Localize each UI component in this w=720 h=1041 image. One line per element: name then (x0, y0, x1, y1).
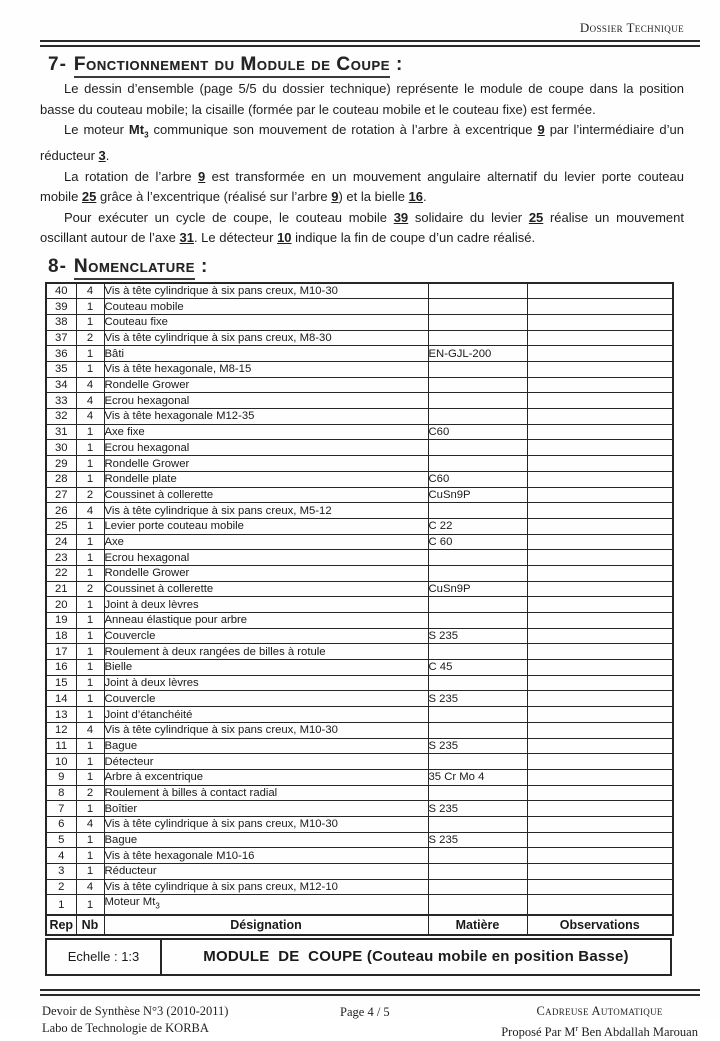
cell-rep: 4 (46, 848, 76, 864)
table-row (46, 707, 673, 723)
cell-nb: 1 (76, 628, 104, 644)
table-row (46, 330, 673, 346)
cell-designation: Réducteur (104, 864, 428, 880)
cell-nb: 1 (76, 424, 104, 440)
cell-designation: Rondelle Grower (104, 565, 428, 581)
section-7-colon: : (395, 54, 403, 75)
cell-matiere: S 235 (428, 628, 527, 644)
table-row (46, 314, 673, 330)
cell-matiere: CuSn9P (428, 581, 527, 597)
cell-observations (527, 424, 673, 440)
cell-observations (527, 565, 673, 581)
cell-designation: Vis à tête hexagonale M12-35 (104, 409, 428, 425)
cell-nb: 1 (76, 848, 104, 864)
nomenclature-body (46, 283, 673, 935)
cell-rep: 38 (46, 314, 76, 330)
cell-matiere: EN-GJL-200 (428, 346, 527, 362)
cell-matiere (428, 707, 527, 723)
footer-page-number: Page 4 / 5 (340, 1004, 390, 1019)
cell-nb: 1 (76, 346, 104, 362)
cell-designation: Bâti (104, 346, 428, 362)
cell-observations (527, 597, 673, 613)
cell-rep: 9 (46, 769, 76, 785)
table-row (46, 769, 673, 785)
table-row (46, 644, 673, 660)
cell-rep: 29 (46, 456, 76, 472)
cell-nb: 1 (76, 895, 104, 915)
cell-matiere: S 235 (428, 738, 527, 754)
cell-observations (527, 832, 673, 848)
cell-rep: 7 (46, 801, 76, 817)
cell-designation: Bague (104, 832, 428, 848)
cell-nb: 1 (76, 534, 104, 550)
cell-designation: Vis à tête cylindrique à six pans creux, M12-10 (104, 879, 428, 895)
cell-observations (527, 534, 673, 550)
cell-matiere (428, 393, 527, 409)
cell-designation: Levier porte couteau mobile (104, 518, 428, 534)
cell-observations (527, 518, 673, 534)
paragraph: Le moteur $Mt_3$ communique son mouvement de rotation à l’arbre à excentrique 9 par l’intermédiaire d’un réducteur 3. (40, 122, 684, 164)
cell-rep: 37 (46, 330, 76, 346)
table-row (46, 691, 673, 707)
cell-designation: Roulement à deux rangées de billes à rotule (104, 644, 428, 660)
cell-rep: 16 (46, 660, 76, 676)
cell-rep: 18 (46, 628, 76, 644)
cell-designation: Joint à deux lèvres (104, 675, 428, 691)
cell-matiere: CuSn9P (428, 487, 527, 503)
cell-designation: Moteur $Mt_3$ (104, 895, 428, 915)
cell-matiere (428, 613, 527, 629)
table-row (46, 864, 673, 880)
cell-designation: Vis à tête cylindrique à six pans creux, M8-30 (104, 330, 428, 346)
section-8-heading (48, 256, 700, 278)
column-header: Désignation (104, 915, 428, 935)
cell-designation: Bague (104, 738, 428, 754)
cell-designation: Rondelle Grower (104, 456, 428, 472)
cell-observations (527, 722, 673, 738)
cell-rep: 20 (46, 597, 76, 613)
cell-rep: 28 (46, 471, 76, 487)
cell-nb: 1 (76, 864, 104, 880)
cell-nb: 1 (76, 314, 104, 330)
cell-observations (527, 613, 673, 629)
cell-observations (527, 314, 673, 330)
cell-nb: 1 (76, 440, 104, 456)
cell-matiere (428, 456, 527, 472)
cell-observations (527, 471, 673, 487)
cell-observations (527, 503, 673, 519)
cell-rep: 14 (46, 691, 76, 707)
cell-rep: 12 (46, 722, 76, 738)
cell-observations (527, 691, 673, 707)
cell-matiere: C 60 (428, 534, 527, 550)
cell-observations (527, 362, 673, 378)
cell-nb: 1 (76, 299, 104, 315)
table-row (46, 565, 673, 581)
cell-nb: 1 (76, 362, 104, 378)
section-7-body (40, 79, 700, 249)
cell-nb: 1 (76, 471, 104, 487)
cell-observations (527, 864, 673, 880)
table-header-row (46, 915, 673, 935)
cell-rep: 6 (46, 816, 76, 832)
cell-rep: 33 (46, 393, 76, 409)
cell-matiere (428, 722, 527, 738)
table-row (46, 346, 673, 362)
cell-matiere: S 235 (428, 832, 527, 848)
table-row (46, 738, 673, 754)
table-row (46, 754, 673, 770)
footer-school-label: Labo de Technologie de KORBA (42, 1020, 209, 1035)
table-row (46, 377, 673, 393)
cell-observations (527, 550, 673, 566)
cell-observations (527, 393, 673, 409)
cell-designation: Vis à tête hexagonale M10-16 (104, 848, 428, 864)
cell-matiere (428, 644, 527, 660)
cell-observations (527, 707, 673, 723)
cell-matiere (428, 816, 527, 832)
cell-designation: Bielle (104, 660, 428, 676)
cell-matiere (428, 409, 527, 425)
cell-rep: 31 (46, 424, 76, 440)
table-row (46, 613, 673, 629)
table-row (46, 487, 673, 503)
cell-nb: 1 (76, 597, 104, 613)
table-row (46, 597, 673, 613)
cell-observations (527, 581, 673, 597)
table-row (46, 879, 673, 895)
cell-designation: Rondelle plate (104, 471, 428, 487)
cell-observations (527, 848, 673, 864)
cell-rep: 15 (46, 675, 76, 691)
cell-nb: 2 (76, 581, 104, 597)
cell-matiere (428, 848, 527, 864)
table-row (46, 471, 673, 487)
cell-nb: 1 (76, 613, 104, 629)
footer-right (501, 1003, 698, 1041)
cell-matiere: C 22 (428, 518, 527, 534)
cell-matiere (428, 377, 527, 393)
cell-designation: Arbre à excentrique (104, 769, 428, 785)
cell-observations (527, 299, 673, 315)
cell-matiere: C60 (428, 424, 527, 440)
cell-rep: 40 (46, 283, 76, 299)
cell-rep: 27 (46, 487, 76, 503)
cell-nb: 1 (76, 691, 104, 707)
table-row (46, 283, 673, 299)
cell-designation: Ecrou hexagonal (104, 550, 428, 566)
cell-observations (527, 456, 673, 472)
footer-project-label: Cadreuse Automatique (536, 1003, 663, 1018)
cell-rep: 19 (46, 613, 76, 629)
cell-matiere: S 235 (428, 801, 527, 817)
cell-rep: 23 (46, 550, 76, 566)
cell-observations (527, 346, 673, 362)
cell-rep: 11 (46, 738, 76, 754)
cell-nb: 1 (76, 660, 104, 676)
cell-matiere: 35 Cr Mo 4 (428, 769, 527, 785)
paragraph: Pour exécuter un cycle de coupe, le couteau mobile 39 solidaire du levier 25 réalise un mouvement oscillant autour de l’axe 31. Le détecteur 10 indique la fin de coupe d’un cadre réalisé. (40, 209, 684, 246)
column-header: Rep (46, 915, 76, 935)
cell-designation: Anneau élastique pour arbre (104, 613, 428, 629)
cell-rep: 13 (46, 707, 76, 723)
cell-designation: Vis à tête cylindrique à six pans creux, M10-30 (104, 283, 428, 299)
cell-observations (527, 409, 673, 425)
cell-designation: Couvercle (104, 628, 428, 644)
table-row (46, 801, 673, 817)
table-row (46, 456, 673, 472)
cell-nb: 1 (76, 644, 104, 660)
section-7-number: 7- (48, 54, 67, 75)
cell-matiere: S 235 (428, 691, 527, 707)
cell-observations (527, 769, 673, 785)
cell-designation: Joint à deux lèvres (104, 597, 428, 613)
section-8-title: Nomenclature (74, 256, 195, 280)
cell-rep: 21 (46, 581, 76, 597)
cell-rep: 35 (46, 362, 76, 378)
cell-matiere (428, 754, 527, 770)
cell-designation: Vis à tête cylindrique à six pans creux, M10-30 (104, 816, 428, 832)
paragraph: Le dessin d’ensemble (page 5/5 du dossier technique) représente le module de coupe dans la position basse du couteau mobile; la cisaille (formée par le couteau mobile et le couteau fixe) est fermée. (40, 81, 684, 117)
cell-nb: 1 (76, 832, 104, 848)
cell-designation: Ecrou hexagonal (104, 393, 428, 409)
cell-matiere (428, 879, 527, 895)
cell-nb: 4 (76, 409, 104, 425)
cell-rep: 34 (46, 377, 76, 393)
section-7-title: Fonctionnement du Module de Coupe (74, 54, 390, 78)
footer-exam-label: Devoir de Synthèse N°3 (2010-2011) (42, 1003, 229, 1018)
cell-matiere (428, 299, 527, 315)
table-row (46, 581, 673, 597)
table-row (46, 832, 673, 848)
cell-observations (527, 487, 673, 503)
cell-nb: 1 (76, 801, 104, 817)
cell-nb: 1 (76, 550, 104, 566)
cell-observations (527, 644, 673, 660)
cell-nb: 1 (76, 456, 104, 472)
cell-designation: Couvercle (104, 691, 428, 707)
cell-observations (527, 785, 673, 801)
table-row (46, 660, 673, 676)
cell-nb: 1 (76, 565, 104, 581)
cell-matiere (428, 550, 527, 566)
cell-nb: 2 (76, 487, 104, 503)
cell-designation: Boîtier (104, 801, 428, 817)
cell-matiere (428, 283, 527, 299)
cell-matiere (428, 330, 527, 346)
cell-rep: 3 (46, 864, 76, 880)
table-row (46, 550, 673, 566)
cell-observations (527, 754, 673, 770)
cell-designation: Axe (104, 534, 428, 550)
nomenclature-table (45, 282, 674, 936)
section-8-colon: : (200, 255, 208, 277)
table-row (46, 409, 673, 425)
cell-matiere (428, 362, 527, 378)
cell-rep: 22 (46, 565, 76, 581)
table-row (46, 675, 673, 691)
cell-matiere: C 45 (428, 660, 527, 676)
cell-nb: 1 (76, 754, 104, 770)
cell-designation: Coussinet à collerette (104, 487, 428, 503)
cell-observations (527, 895, 673, 915)
cell-designation: Ecrou hexagonal (104, 440, 428, 456)
cell-designation: Rondelle Grower (104, 377, 428, 393)
cell-nb: 2 (76, 785, 104, 801)
column-header: Observations (527, 915, 673, 935)
cell-nb: 4 (76, 377, 104, 393)
cell-rep: 26 (46, 503, 76, 519)
cell-rep: 39 (46, 299, 76, 315)
cell-nb: 4 (76, 722, 104, 738)
table-row (46, 534, 673, 550)
cell-designation: Joint d’étanchéité (104, 707, 428, 723)
section-8-number: 8- (48, 255, 67, 277)
cell-matiere (428, 565, 527, 581)
cell-matiere (428, 314, 527, 330)
cell-rep: 32 (46, 409, 76, 425)
cell-rep: 8 (46, 785, 76, 801)
footer-rule (40, 989, 700, 996)
cell-nb: 2 (76, 330, 104, 346)
cell-observations (527, 879, 673, 895)
cell-rep: 17 (46, 644, 76, 660)
cell-rep: 10 (46, 754, 76, 770)
column-header: Matière (428, 915, 527, 935)
cell-matiere (428, 440, 527, 456)
cell-observations (527, 330, 673, 346)
cell-nb: 4 (76, 503, 104, 519)
cell-rep: 30 (46, 440, 76, 456)
footer-author-label: Proposé Par $M^r$ Ben Abdallah Marouan (501, 1023, 698, 1039)
cell-observations (527, 377, 673, 393)
cell-designation: Vis à tête cylindrique à six pans creux, M5-12 (104, 503, 428, 519)
footer-left (42, 1003, 228, 1037)
table-row (46, 518, 673, 534)
drawing-title-cell: MODULE DE COUPE (Couteau mobile en position Basse) (203, 948, 629, 966)
section-7-heading (48, 54, 700, 76)
cell-observations (527, 675, 673, 691)
table-row (46, 628, 673, 644)
cell-designation: Vis à tête cylindrique à six pans creux, M10-30 (104, 722, 428, 738)
cell-rep: 36 (46, 346, 76, 362)
cell-designation: Coussinet à collerette (104, 581, 428, 597)
cell-matiere (428, 503, 527, 519)
cell-designation: Détecteur (104, 754, 428, 770)
cell-rep: 24 (46, 534, 76, 550)
cell-matiere (428, 597, 527, 613)
cell-nb: 4 (76, 283, 104, 299)
cell-matiere (428, 895, 527, 915)
table-row (46, 722, 673, 738)
table-row (46, 895, 673, 915)
table-row (46, 424, 673, 440)
cell-nb: 4 (76, 393, 104, 409)
title-block (45, 938, 672, 976)
cell-observations (527, 440, 673, 456)
table-row (46, 440, 673, 456)
cell-nb: 1 (76, 707, 104, 723)
cell-nb: 1 (76, 518, 104, 534)
cell-nb: 1 (76, 738, 104, 754)
cell-nb: 1 (76, 675, 104, 691)
table-row (46, 299, 673, 315)
cell-designation: Axe fixe (104, 424, 428, 440)
header-rule (40, 40, 700, 47)
cell-observations (527, 738, 673, 754)
cell-observations (527, 628, 673, 644)
cell-nb: 4 (76, 816, 104, 832)
cell-designation: Couteau fixe (104, 314, 428, 330)
cell-observations (527, 283, 673, 299)
cell-nb: 4 (76, 879, 104, 895)
cell-rep: 2 (46, 879, 76, 895)
scale-cell: Echelle : 1:3 (47, 940, 162, 974)
cell-designation: Couteau mobile (104, 299, 428, 315)
cell-observations (527, 801, 673, 817)
table-row (46, 848, 673, 864)
column-header: Nb (76, 915, 104, 935)
cell-observations (527, 816, 673, 832)
page-footer (40, 1003, 700, 1041)
cell-designation: Roulement à billes à contact radial (104, 785, 428, 801)
cell-matiere: C60 (428, 471, 527, 487)
cell-observations (527, 660, 673, 676)
cell-designation: Vis à tête hexagonale, M8-15 (104, 362, 428, 378)
table-row (46, 503, 673, 519)
cell-matiere (428, 675, 527, 691)
paragraph: La rotation de l’arbre 9 est transformée en un mouvement angulaire alternatif du levier porte couteau mobile 25 grâce à l’excentrique (réalisé sur l’arbre 9) et la bielle 16. (40, 168, 684, 205)
table-row (46, 785, 673, 801)
table-row (46, 393, 673, 409)
cell-rep: 5 (46, 832, 76, 848)
cell-matiere (428, 864, 527, 880)
cell-matiere (428, 785, 527, 801)
table-row (46, 816, 673, 832)
cell-rep: 25 (46, 518, 76, 534)
document-type-label: Dossier Technique (579, 20, 684, 35)
table-row (46, 362, 673, 378)
cell-rep: 1 (46, 895, 76, 915)
cell-nb: 1 (76, 769, 104, 785)
